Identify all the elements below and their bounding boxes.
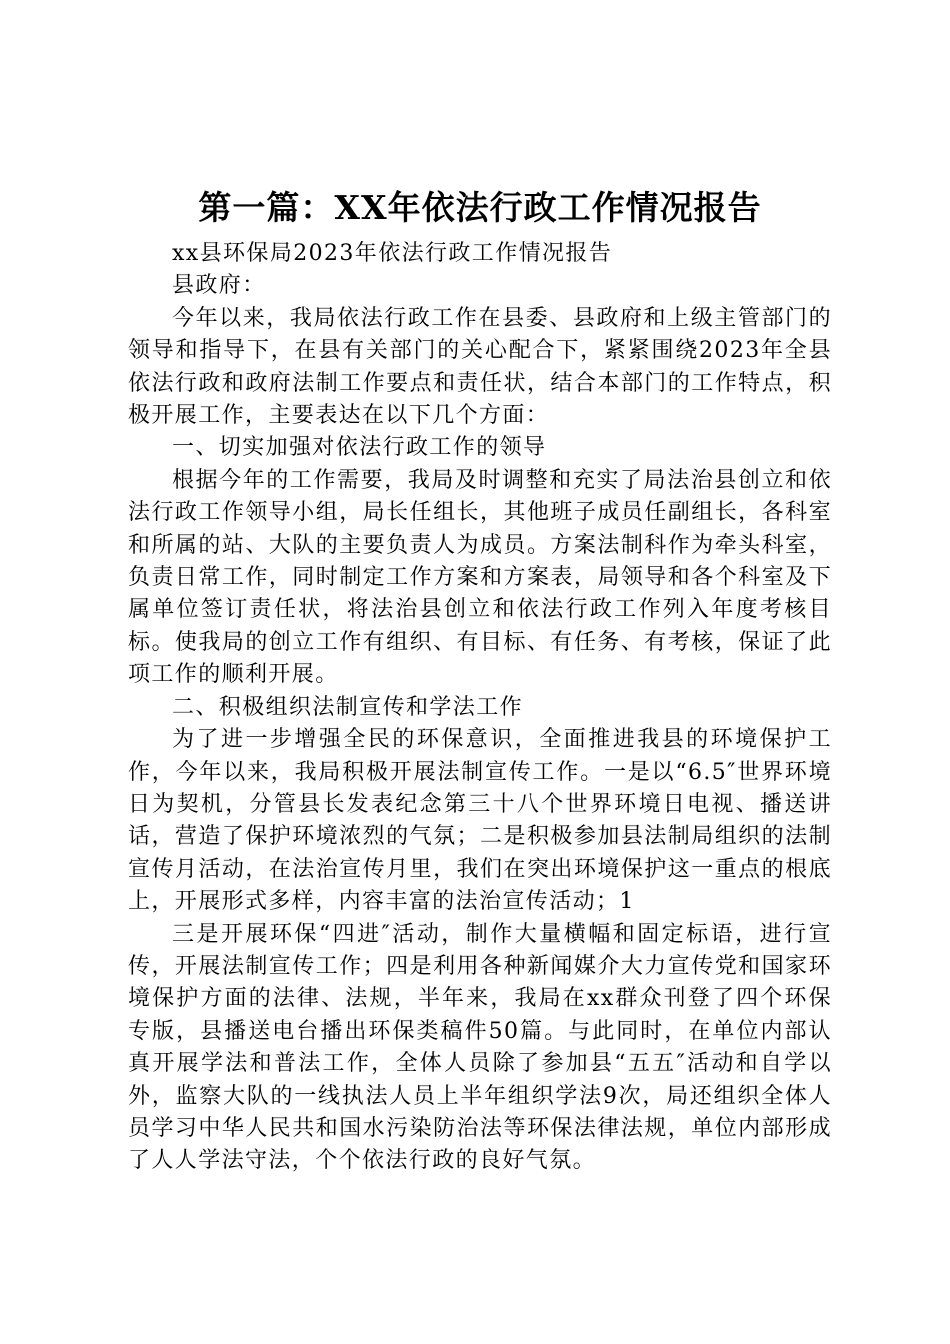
section-2-paragraph-2: 三是开展环保“四进″活动，制作大量横幅和固定标语，进行宣传，开展法制宣传工作；四是利用各种新闻媒介大力宣传党和国家环境保护方面的法律、法规，半年来，我局在xx群众刊登了四个环保专版，县播送电台播出环保类稿件50篇。与此同时，在单位内部认真开展学法和普法工作，全体人员除了参加县“五五″活动和自学以外，监察大队的一线执法人员上半年组织学法9次，局还组织全体人员学习中华人民共和国水污染防治法等环保法律法规，单位内部形成了人人学法守法，个个依法行政的良好气氛。 <box>128 921 832 1174</box>
intro-paragraph: 今年以来，我局依法行政工作在县委、县政府和上级主管部门的领导和指导下，在县有关部门的关心配合下，紧紧围绕2023年全县依法行政和政府法制工作要点和责任状，结合本部门的工作特点，积极开展工作，主要表达在以下几个方面： <box>128 305 832 429</box>
section-2-paragraph-1: 为了进一步增强全民的环保意识，全面推进我县的环境保护工作，今年以来，我局积极开展法制宣传工作。一是以“6.5″世界环境日为契机，分管县长发表纪念第三十八个世界环境日电视、播送讲话，营造了保护环境浓烈的气氛；二是积极参加县法制局组织的法制宣传月活动，在法治宣传月里，我们在突出环境保护这一重点的根底上，开展形式多样，内容丰富的法治宣传活动；1 <box>128 727 832 915</box>
report-subtitle: xx县环保局2023年依法行政工作情况报告 <box>172 241 613 266</box>
section-2-heading: 二、积极组织法制宣传和学法工作 <box>172 694 524 720</box>
section-1-paragraph: 根据今年的工作需要，我局及时调整和充实了局法治县创立和依法行政工作领导小组，局长任组长，其他班子成员任副组长，各科室和所属的站、大队的主要负责人为成员。方案法制科作为牵头科室，负责日常工作，同时制定工作方案和方案表，局领导和各个科室及下属单位签订责任状，将法治县创立和依法行政工作列入年度考核目标。使我局的创立工作有组织、有目标、有任务、有考核，保证了此项工作的顺利开展。 <box>128 467 832 688</box>
document-title: 第一篇：XX年依法行政工作情况报告 <box>198 188 762 227</box>
document-page <box>128 182 832 1178</box>
section-1-heading: 一、切实加强对依法行政工作的领导 <box>172 435 547 461</box>
salutation: 县政府： <box>172 273 266 299</box>
